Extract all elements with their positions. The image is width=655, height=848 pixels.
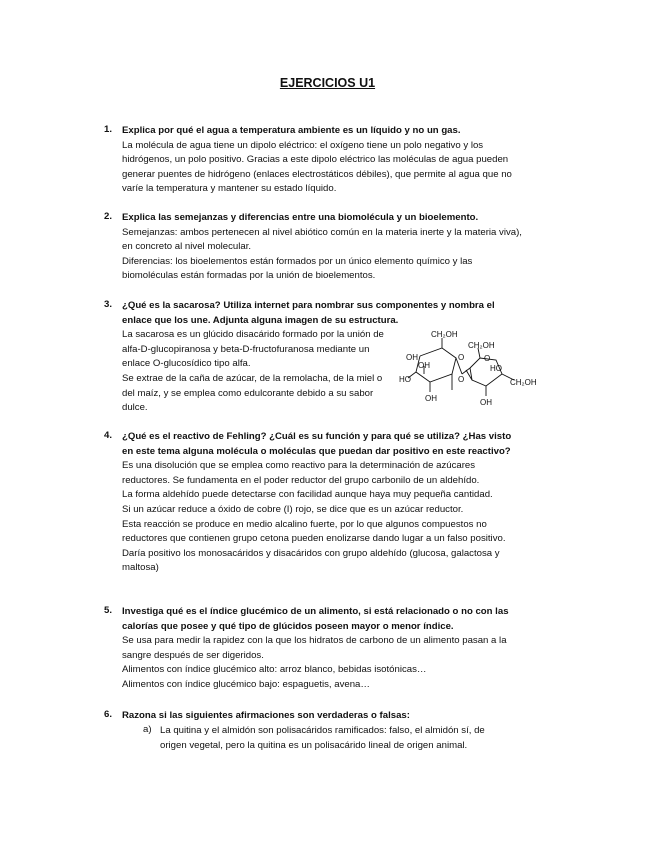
sub-item-text: La quitina y el almidón son polisacáridos ramificados: falso, el almidón sí, de origen vegetal, pero la quitina es un polisacárido lineal de origen animal. <box>160 725 485 751</box>
question-text: Investiga qué es el índice glucémico de un alimento, si está relacionado o no con las calorías que posee y qué tipo de glúcidos poseen mayor o menor índice. <box>122 606 509 632</box>
exercise-number: 2. <box>104 211 113 222</box>
question-text: Explica las semejanzas y diferencias entre una biomolécula y un bioelemento. <box>122 212 479 223</box>
exercise-number: 1. <box>104 124 113 135</box>
figure-label: HO <box>490 364 502 373</box>
figure-label: OH <box>480 398 492 407</box>
answer-paragraph: La molécula de agua tiene un dipolo eléctrico: el oxígeno tiene un polo negativo y los hidrógenos, un polo positivo. Gracias a este dipolo eléctrico las moléculas de agua pueden generar puentes de hidrógeno (enlaces electrostáticos débiles), que permite al agua que no varíe la temperatura y mantener su estado líquido. <box>122 139 512 195</box>
page-title: EJERCICIOS U1 <box>279 76 376 90</box>
sucrose-structure-figure <box>398 330 546 408</box>
exercise-number: 4. <box>104 430 113 441</box>
exercise-body <box>122 605 522 693</box>
sub-item-letter: a) <box>143 724 152 735</box>
figure-label: CH₂OH <box>510 378 537 387</box>
figure-label: O <box>484 354 491 363</box>
exercise-body <box>122 709 522 724</box>
answer-paragraph: Se extrae de la caña de azúcar, de la remolacha, de la miel o del maíz, y se emplea como edulcorante debido a su sabor dulce. <box>122 372 383 414</box>
answer-paragraph: Se usa para medir la rapidez con la que los hidratos de carbono de un alimento pasan a la sangre después de ser digeridos. <box>122 635 507 661</box>
figure-label: OH <box>418 361 430 370</box>
figure-label: CH₂OH <box>468 341 495 350</box>
answer-paragraph: Semejanzas: ambos pertenecen al nivel abiótico común en la materia inerte y la materia viva), en concreto al nivel molecular. <box>122 226 522 253</box>
exercise-body <box>122 124 522 197</box>
figure-label: OH <box>425 394 437 403</box>
figure-label: HO <box>399 375 411 384</box>
question-text: Razona si las siguientes afirmaciones son verdaderas o falsas: <box>122 710 410 721</box>
answer-paragraph: Alimentos con índice glucémico alto: arroz blanco, bebidas isotónicas… <box>122 664 427 676</box>
exercise-body <box>122 211 522 284</box>
exercise-number: 3. <box>104 299 113 310</box>
answer-paragraph: Alimentos con índice glucémico bajo: espaguetis, avena… <box>122 678 370 690</box>
answer-paragraph: Es una disolución que se emplea como reactivo para la determinación de azúcares reductores. Se fundamenta en el poder reductor del grupo carbonilo de un aldehído. <box>122 460 480 486</box>
figure-label: CH₂OH <box>431 330 458 339</box>
figure-label: O <box>458 353 465 362</box>
exercise-number: 6. <box>104 709 113 720</box>
answer-paragraph: Diferencias: los bioelementos están formados por un único elemento químico y las biomoléculas están formadas por la unión de bioelementos. <box>122 255 473 282</box>
figure-label: O <box>458 375 465 384</box>
answer-paragraph: Esta reacción se produce en medio alcalino fuerte, por lo que algunos compuestos no reductores que contienen grupo cetona pueden enolizarse dando lugar a un falso positivo. <box>122 518 506 545</box>
answer-paragraph: Si un azúcar reduce a óxido de cobre (I) rojo, se dice que es un azúcar reductor. <box>122 503 464 515</box>
figure-label: OH <box>406 353 418 362</box>
answer-paragraph: La forma aldehído puede detectarse con facilidad aunque haya muy pequeña cantidad. <box>122 489 493 501</box>
question-text: Explica por qué el agua a temperatura ambiente es un líquido y no un gas. <box>122 125 461 136</box>
question-text: ¿Qué es la sacarosa? Utiliza internet para nombrar sus componentes y nombra el enlace que los une. Adjunta alguna imagen de su estructura. <box>122 300 495 326</box>
exercise-number: 5. <box>104 605 113 616</box>
question-text: ¿Qué es el reactivo de Fehling? ¿Cuál es su función y para qué se utiliza? ¿Has visto en este tema alguna molécula o moléculas que puedan dar positivo en este reactivo? <box>122 431 512 457</box>
answer-paragraph: La sacarosa es un glúcido disacárido formado por la unión de alfa-D-glucopiranosa y beta-D-fructofuranosa mediante un enlace O-glucosídico tipo alfa. <box>122 329 384 370</box>
answer-paragraph: Daría positivo los monosacáridos y disacáridos con grupo aldehído (glucosa, galactosa y maltosa) <box>122 547 500 574</box>
exercise-body <box>122 430 522 576</box>
